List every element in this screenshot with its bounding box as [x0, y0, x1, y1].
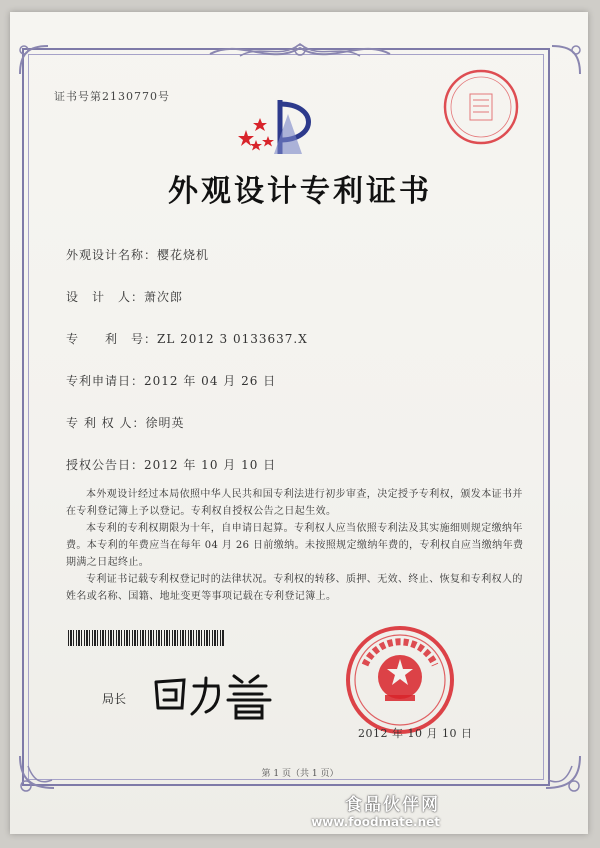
director-label: 局长	[102, 692, 127, 706]
field-value: 萧次郎	[144, 290, 184, 304]
field-label: 设 计 人：	[66, 290, 145, 304]
patent-number-field	[66, 330, 308, 347]
designer-field	[66, 288, 183, 305]
director-signature	[150, 668, 280, 720]
patentee-field	[66, 414, 184, 431]
field-value: 樱花烧机	[157, 248, 210, 262]
barcode	[68, 630, 224, 646]
body-paragraph: 本外观设计经过本局依照中华人民共和国专利法进行初步审查，决定授予专利权，颁发本证书并在专利登记簿上予以登记。专利权自授权公告之日起生效。	[66, 489, 523, 517]
corner-ornament-tl	[14, 40, 54, 80]
field-label: 授权公告日：	[66, 458, 145, 472]
grant-date-field	[66, 456, 276, 473]
body-paragraph: 专利证书记载专利权登记时的法律状况。专利权的转移、质押、无效、终止、恢复和专利权人的姓名或名称、国籍、地址变更等事项记载在专利登记簿上。	[66, 574, 523, 602]
field-label: 外观设计名称：	[66, 248, 158, 262]
field-label: 专 利 号：	[66, 332, 158, 346]
field-value: ZL 2012 3 0133637.X	[157, 332, 308, 346]
field-value: 徐明英	[145, 416, 185, 430]
filing-date-field	[66, 372, 276, 389]
corner-ornament-tr	[546, 40, 586, 80]
top-ornament	[200, 36, 400, 66]
page-number: 第 1 页（共 1 页）	[261, 769, 339, 779]
design-name-field	[66, 246, 209, 263]
field-value: 2012 年 04 月 26 日	[144, 374, 277, 388]
watermark-name: 食品伙伴网	[345, 795, 440, 815]
watermark-url: www.foodmate.net	[311, 815, 440, 829]
agency-seal	[440, 66, 522, 148]
field-label: 专利申请日：	[66, 374, 145, 388]
certificate-body	[66, 486, 526, 605]
site-watermark	[300, 790, 440, 829]
certificate-number: 证书号第2130770号	[54, 90, 170, 103]
field-label: 专 利 权 人：	[66, 416, 146, 430]
state-seal	[345, 625, 455, 735]
field-value: 2012 年 10 月 10 日	[144, 458, 277, 472]
seal-date: 2012 年 10 月 10 日	[358, 727, 473, 740]
certificate-title: 外观设计专利证书	[168, 174, 432, 209]
body-paragraph: 本专利的专利权期限为十年，自申请日起算。专利权人应当依照专利法及其实施细则规定缴纳年费。本专利的年费应当在每年 04 月 26 日前缴纳。未按照规定缴纳年费的，专利权自应当缴纳年费期满之日起终止。	[66, 523, 524, 568]
patent-office-emblem	[232, 92, 332, 162]
